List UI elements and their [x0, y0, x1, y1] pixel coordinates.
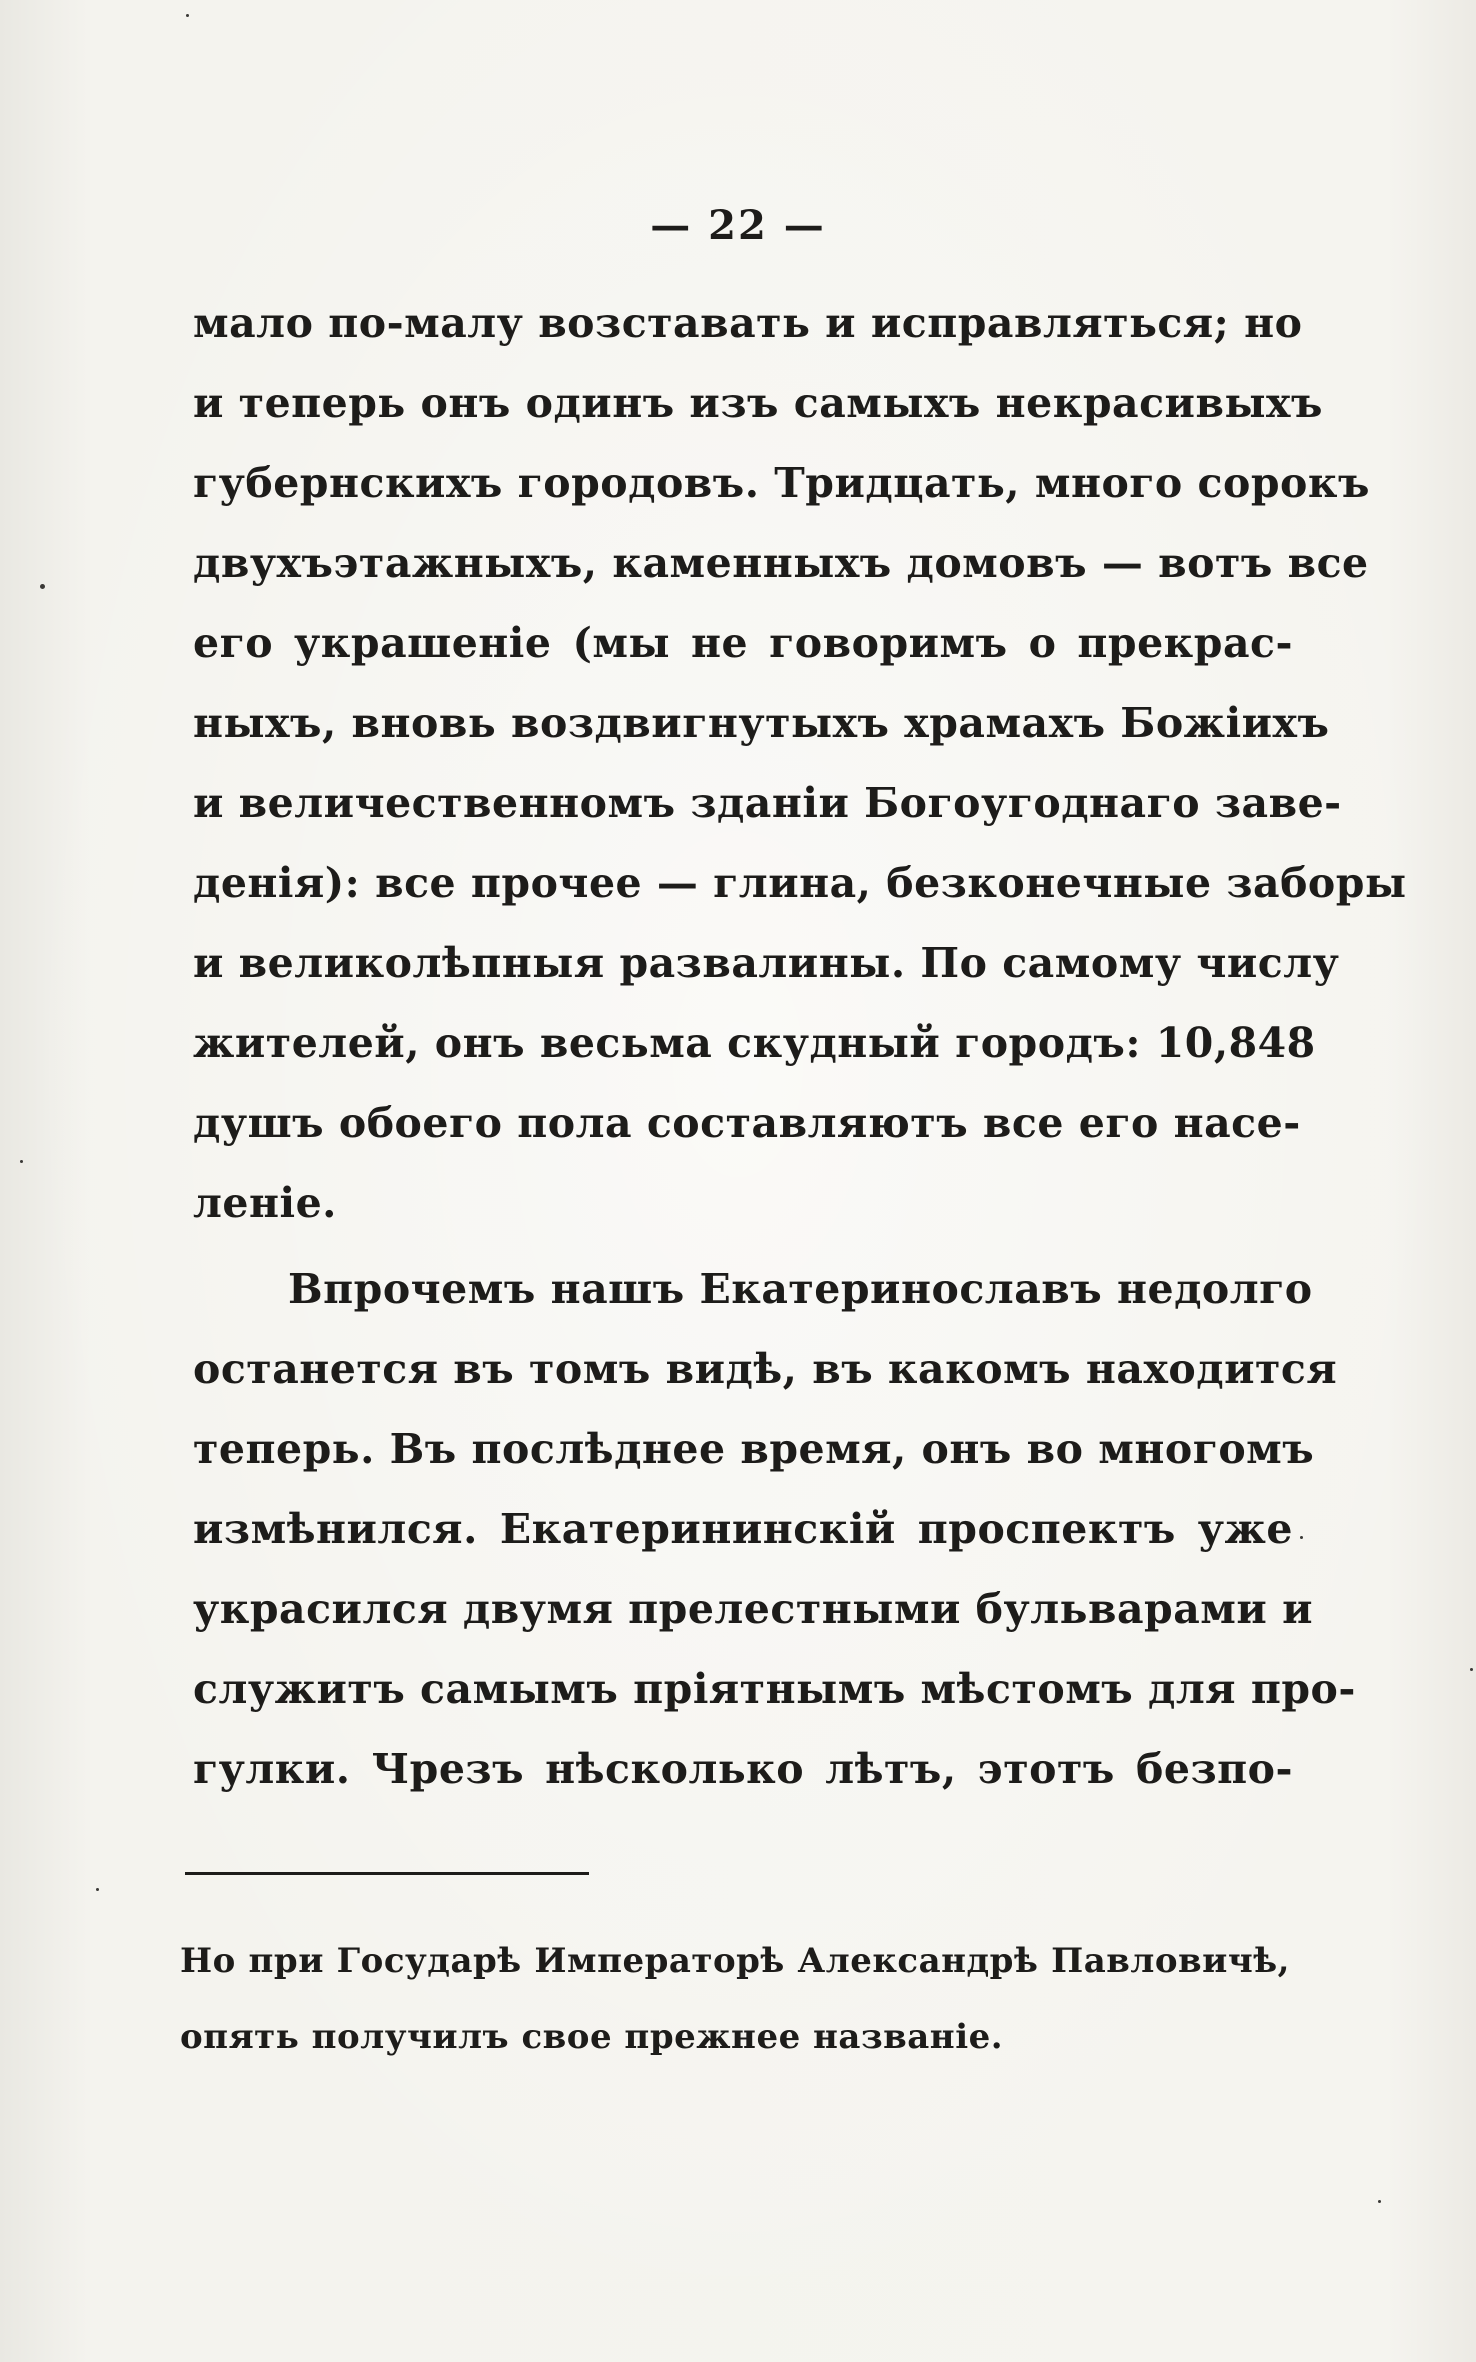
text-line: двухъэтажныхъ, каменныхъ домовъ — вотъ все	[193, 539, 1369, 587]
text-line: останется въ томъ видѣ, въ какомъ находится	[193, 1345, 1338, 1393]
text-line: украсился двумя прелестными бульварами и	[193, 1585, 1313, 1633]
scan-speck	[1378, 2200, 1381, 2203]
scan-speck	[96, 1888, 99, 1891]
page-number: — 22 —	[650, 202, 826, 249]
footnote-line: опять получилъ свое прежнее названіе.	[180, 2017, 1004, 2057]
scan-speck	[40, 584, 45, 589]
text-line: теперь. Въ послѣднее время, онъ во многомъ	[193, 1425, 1315, 1473]
paragraph-1	[193, 283, 1407, 1243]
footnote-divider	[185, 1872, 589, 1875]
scan-speck	[1300, 1536, 1303, 1539]
paragraph-2	[193, 1249, 1356, 1809]
scan-speck	[1470, 1668, 1473, 1671]
text-line: измѣнился. Екатерининскій проспектъ уже	[193, 1505, 1293, 1553]
footnote-line: Но при Государѣ Императорѣ Александрѣ Павловичѣ,	[180, 1941, 1290, 1981]
text-line: и теперь онъ одинъ изъ самыхъ некрасивыхъ	[193, 379, 1323, 427]
text-line: леніе.	[193, 1179, 337, 1227]
text-line: губернскихъ городовъ. Тридцать, много сорокъ	[193, 459, 1370, 507]
text-line: душъ обоего пола составляютъ все его насе-	[193, 1099, 1301, 1147]
footnote	[180, 1923, 1290, 2075]
scan-speck	[186, 14, 189, 17]
text-line: служитъ самымъ пріятнымъ мѣстомъ для про-	[193, 1665, 1356, 1713]
scan-speck	[20, 1160, 23, 1163]
text-line: гулки. Чрезъ нѣсколько лѣтъ, этотъ безпо-	[193, 1745, 1293, 1793]
text-line: жителей, онъ весьма скудный городъ: 10,848	[193, 1019, 1316, 1067]
text-line: Впрочемъ нашъ Екатеринославъ недолго	[288, 1265, 1313, 1313]
text-line: его украшеніе (мы не говоримъ о прекрас-	[193, 619, 1293, 667]
text-line: мало по-малу возставать и исправляться; но	[193, 299, 1303, 347]
text-line: денія): все прочее — глина, безконечные заборы	[193, 859, 1407, 907]
text-line: ныхъ, вновь воздвигнутыхъ храмахъ Божіихъ	[193, 699, 1330, 747]
text-line: и величественномъ зданіи Богоугоднаго заве-	[193, 779, 1342, 827]
text-line: и великолѣпныя развалины. По самому числу	[193, 939, 1340, 987]
